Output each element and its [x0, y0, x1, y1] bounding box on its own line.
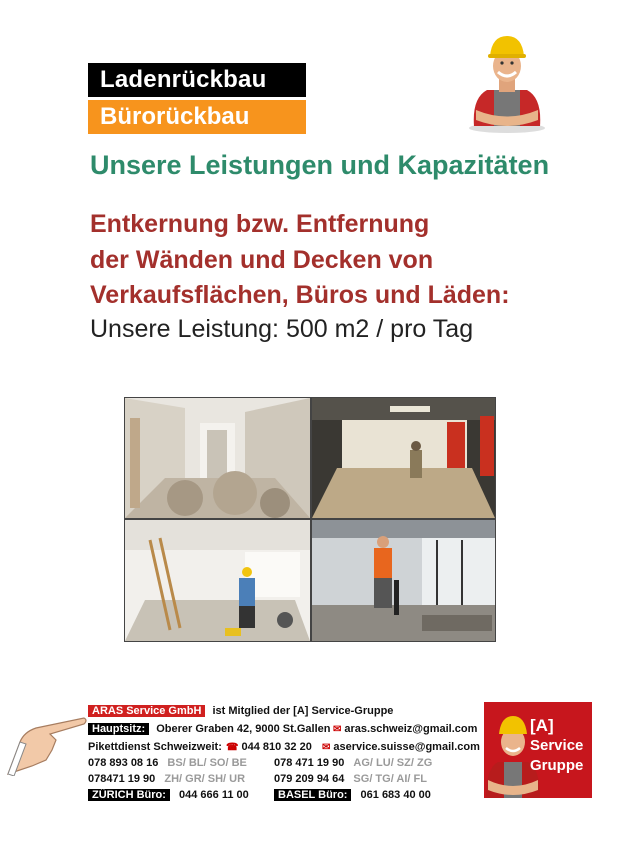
email-icon: ✉ — [333, 724, 342, 735]
company-name: ARAS Service GmbH — [88, 705, 205, 717]
phone-icon: ☎ — [226, 742, 239, 753]
description-line-1: Entkernung bzw. Entfernung — [90, 210, 430, 238]
basel-label: BASEL Büro: — [274, 789, 351, 801]
logo-line-2: Service — [530, 737, 584, 754]
logo-line-3: Gruppe — [530, 757, 584, 774]
demolition-photo-worker-room — [124, 519, 311, 642]
membership-line — [88, 705, 393, 717]
zurich-office-line — [88, 789, 249, 801]
basel-office-line — [274, 789, 431, 801]
demolition-photo-jackhammer — [311, 519, 496, 642]
capacity-statement: Unsere Leistung: 500 m2 / pro Tag — [90, 315, 474, 343]
phone-row-2-left — [88, 773, 245, 785]
description-line-2: der Wänden und Decken von — [90, 246, 434, 274]
demolition-photo-hall — [311, 397, 496, 519]
phone-row-2-right — [274, 773, 427, 785]
email-icon: ✉ — [322, 742, 331, 753]
demolition-photo-corridor — [124, 397, 311, 519]
title-ladenrueckbau: Ladenrückbau — [88, 63, 306, 97]
phone-2b[interactable]: 079 209 94 64 — [274, 773, 345, 785]
phone-row-1-left — [88, 757, 247, 769]
member-text: ist Mitglied der [A] Service-Gruppe — [212, 705, 394, 717]
service-group-logo — [484, 702, 592, 798]
pikett-phone[interactable]: 044 810 32 20 — [241, 741, 312, 753]
worker-figure-icon — [462, 28, 552, 133]
hauptsitz-address: Oberer Graben 42, 9000 St.Gallen — [156, 723, 331, 735]
zurich-phone[interactable]: 044 666 11 00 — [179, 789, 249, 801]
pikett-label: Pikettdienst Schweizweit: — [88, 741, 222, 753]
phone-1a[interactable]: 078 893 08 16 — [88, 757, 159, 769]
title-buerorueckbau: Bürorückbau — [88, 100, 306, 134]
region-2b: SG/ TG/ AI/ FL — [353, 773, 427, 785]
basel-phone[interactable]: 061 683 40 00 — [360, 789, 431, 801]
email-2[interactable]: aservice.suisse@gmail.com — [333, 741, 480, 753]
region-1a: BS/ BL/ SO/ BE — [167, 757, 247, 769]
pointing-hand-icon — [6, 704, 88, 776]
hauptsitz-label: Hauptsitz: — [88, 723, 149, 735]
page-heading: Unsere Leistungen und Kapazitäten — [90, 150, 550, 180]
zurich-label: ZÜRICH Büro: — [88, 789, 170, 801]
hauptsitz-line — [88, 723, 330, 735]
email-line-2 — [322, 741, 480, 753]
region-1b: AG/ LU/ SZ/ ZG — [353, 757, 433, 769]
logo-line-1: [A] — [530, 716, 554, 735]
phone-2a[interactable]: 078471 19 90 — [88, 773, 156, 785]
region-2a: ZH/ GR/ SH/ UR — [164, 773, 246, 785]
phone-1b[interactable]: 078 471 19 90 — [274, 757, 345, 769]
pikett-phone-line — [226, 741, 312, 753]
phone-row-1-right — [274, 757, 432, 769]
description-line-3: Verkaufsflächen, Büros und Läden: — [90, 281, 510, 309]
email-line-1 — [333, 723, 477, 735]
email-1[interactable]: aras.schweiz@gmail.com — [344, 723, 478, 735]
